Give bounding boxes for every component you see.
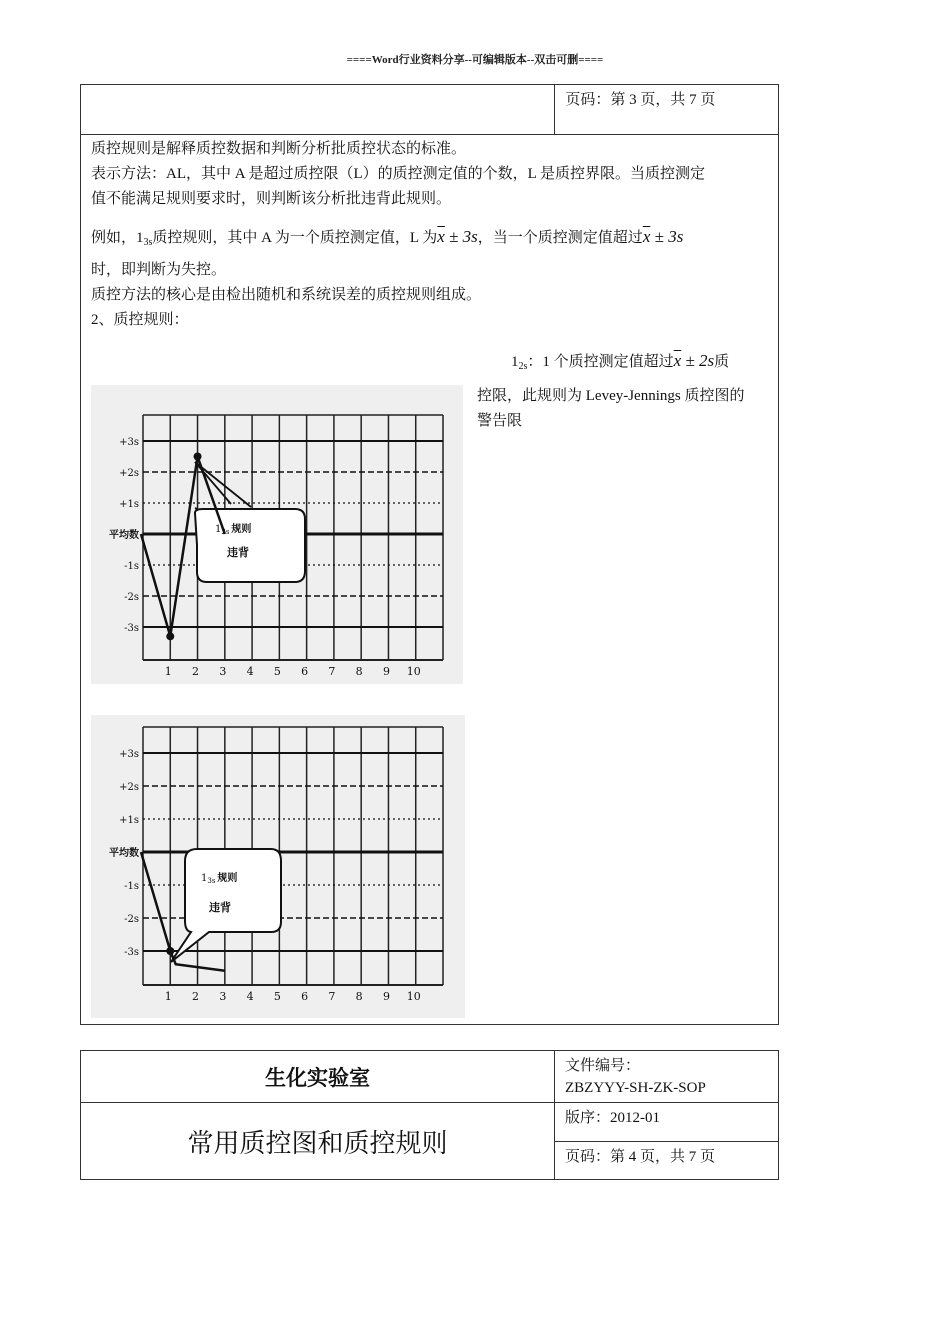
xbar-symbol-2: $\overline{x}$: [642, 227, 651, 246]
formula-2s: [674, 351, 715, 370]
y-tick-label: +2s: [119, 468, 139, 479]
lab-name: 生化实验室: [81, 1051, 555, 1103]
para-notation: 表示方法：AL，其中 A 是超过质控限（L）的质控测定值的个数，L 是质控界限。当质控测定: [91, 166, 706, 182]
x-tick-label: 10: [406, 665, 421, 678]
x-tick-label: 9: [382, 665, 390, 678]
content-area: [81, 135, 778, 1024]
section-heading: 2、质控规则：: [91, 312, 189, 328]
x-tick-label: 3: [219, 990, 227, 1003]
y-tick-label: 平均数: [109, 848, 139, 859]
x-tick-label: 4: [246, 665, 254, 678]
y-tick-label: -2s: [124, 592, 139, 603]
y-tick-label: -2s: [124, 914, 139, 925]
y-tick-label: 平均数: [109, 530, 139, 541]
y-tick-label: +3s: [119, 437, 139, 448]
file-number-cell: [554, 1051, 778, 1103]
data-point: [194, 453, 202, 461]
x-tick-label: 6: [301, 990, 309, 1003]
y-tick-label: -3s: [124, 947, 139, 958]
y-tick-label: +2s: [119, 782, 139, 793]
x-tick-label: 6: [301, 665, 309, 678]
rule-12s-tail: 质: [714, 354, 730, 370]
x-tick-label: 1: [164, 665, 172, 678]
formula-limit-2: [643, 227, 684, 246]
rule-12s-sub: 2s: [518, 361, 528, 372]
page-number: 页码：第 3 页，共 7 页: [555, 85, 779, 135]
x-tick-label: 10: [406, 990, 421, 1003]
document-title: 常用质控图和质控规则: [81, 1103, 555, 1180]
example-sub: 3s: [143, 237, 153, 248]
xbar-symbol: $\overline{x}$: [437, 227, 445, 246]
x-tick-label: 4: [246, 990, 254, 1003]
rule-12s-desc-3: 警告限: [477, 413, 523, 429]
header-watermark: ====Word行业资料分享--可编辑版本--双击可删====: [346, 54, 604, 66]
file-number-label: 文件编号：: [564, 1058, 640, 1074]
pm3s-symbol: ± 3s: [444, 227, 478, 246]
x-tick-label: 5: [273, 990, 281, 1003]
rule-12s-prefix: 1: [511, 354, 519, 370]
y-tick-label: +1s: [119, 815, 139, 826]
y-tick-label: -3s: [124, 623, 139, 634]
chart1-callout: [195, 509, 305, 582]
x-tick-label: 3: [219, 665, 227, 678]
x-tick-label: 8: [355, 665, 363, 678]
para-notation-cont: 值不能满足规则要求时，则判断该分析批违背此规则。: [91, 191, 452, 207]
chart2-callout-text2: 违背: [209, 901, 231, 914]
para-outcontrol: 时，即判断为失控。: [91, 262, 227, 278]
y-tick-label: -1s: [124, 561, 139, 572]
x-tick-label: 7: [328, 990, 336, 1003]
file-number: ZBZYYY-SH-ZK-SOP: [564, 1080, 706, 1096]
example-tail: ，当一个质控测定值超过: [477, 230, 643, 246]
chart1-callout-text2: 违背: [227, 546, 249, 559]
para-core: 质控方法的核心是由检出随机和系统误差的质控规则组成。: [91, 287, 482, 303]
x-tick-label: 7: [328, 665, 336, 678]
xbar-symbol-3: $\overline{x}$: [673, 351, 682, 370]
y-tick-label: +3s: [119, 749, 139, 760]
qc-chart-13s: [91, 715, 465, 1018]
example-prefix: 例如，1: [91, 230, 144, 246]
x-tick-label: 1: [164, 990, 172, 1003]
page-frame: [80, 84, 779, 1025]
para-definition: 质控规则是解释质控数据和判断分析批质控状态的标准。: [91, 141, 467, 157]
rule-12s-desc-2: 控限，此规则为 Levey-Jennings 质控图的: [477, 388, 745, 404]
page-number-2: 页码：第 4 页，共 7 页: [554, 1142, 778, 1180]
pm2s-symbol: ± 2s: [681, 351, 715, 370]
rule-12s-desc: [511, 348, 729, 379]
chart1-callout-text1: $1_{2s}$ 规则: [215, 524, 252, 536]
qc-chart-12s: [91, 385, 463, 684]
y-tick-label: -1s: [124, 881, 139, 892]
x-tick-label: 2: [192, 665, 200, 678]
x-tick-label: 9: [382, 990, 390, 1003]
x-tick-label: 5: [273, 665, 281, 678]
doc-header-table: [80, 1050, 779, 1180]
formula-limit: [437, 227, 478, 246]
x-tick-label: 2: [192, 990, 200, 1003]
data-point: [166, 947, 174, 955]
version: 版序：2012-01: [554, 1103, 778, 1142]
chart2-callout-text1: $1_{3s}$ 规则: [201, 873, 238, 885]
y-tick-label: +1s: [119, 499, 139, 510]
para-example: [91, 224, 683, 255]
example-mid: 质控规则，其中 A 为一个质控测定值，L 为: [152, 230, 438, 246]
content-cell: [81, 135, 779, 1025]
pm3s-symbol-2: ± 3s: [650, 227, 684, 246]
rule-12s-text: ：1 个质控测定值超过: [527, 354, 674, 370]
data-point: [166, 632, 174, 640]
x-tick-label: 8: [355, 990, 363, 1003]
top-left-cell: [81, 85, 555, 135]
